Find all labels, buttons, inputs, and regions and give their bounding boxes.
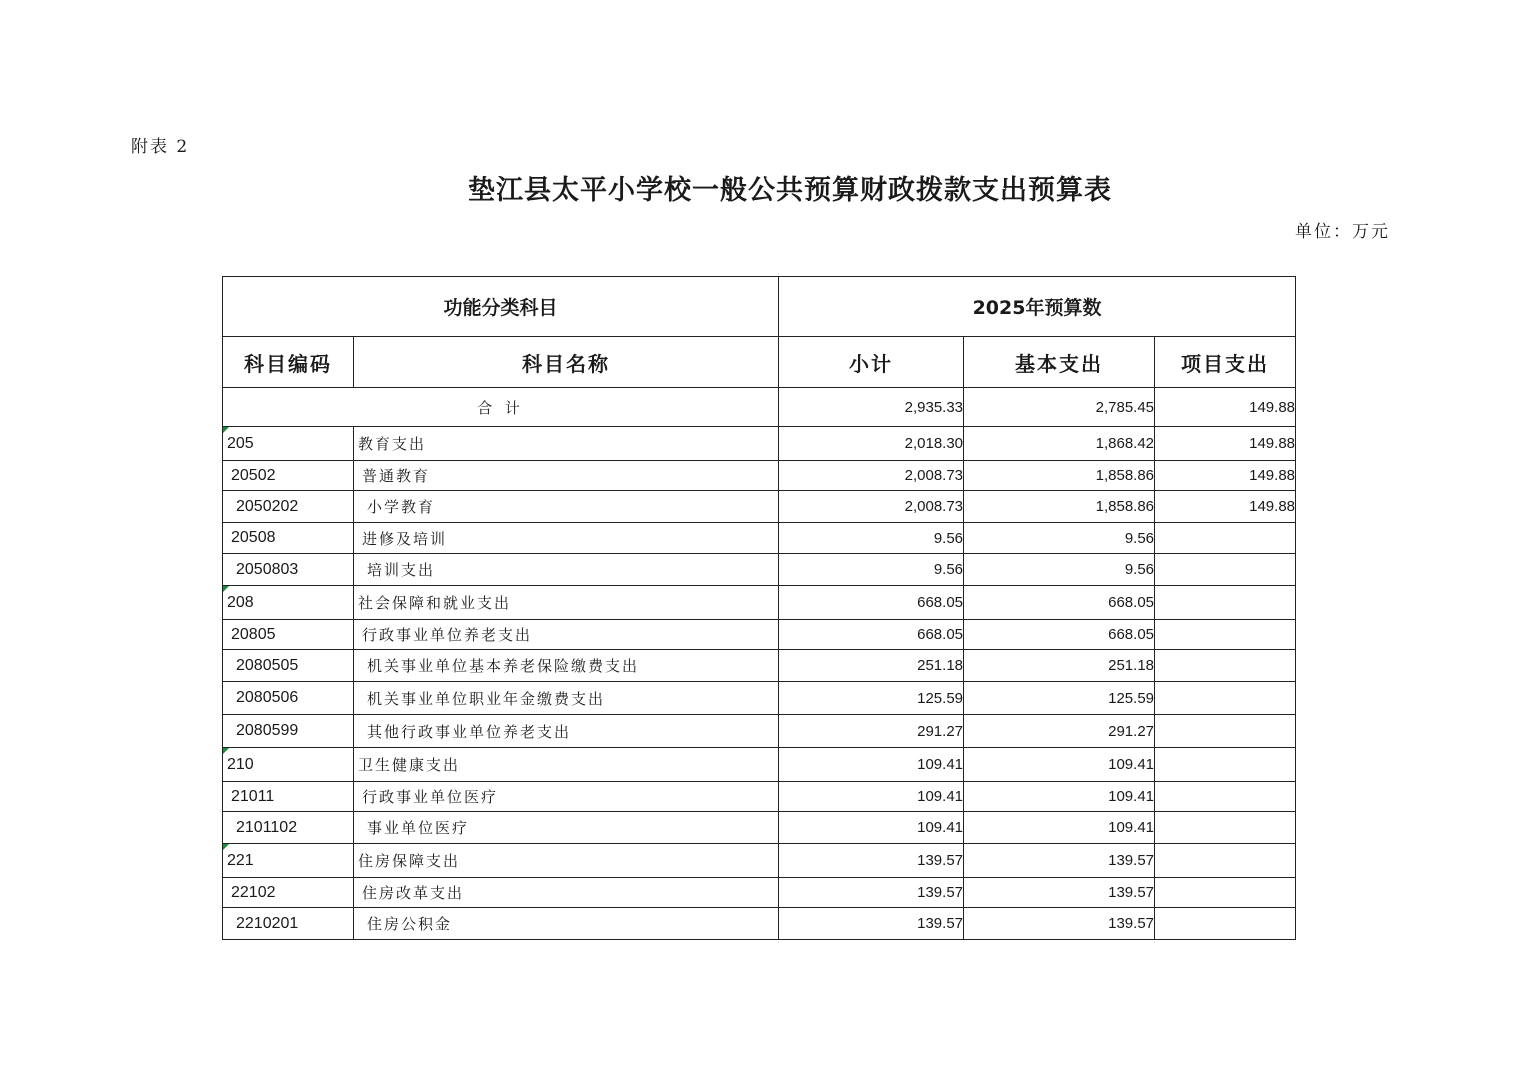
row-code: 22102 — [223, 878, 354, 908]
row-subtotal: 668.05 — [779, 586, 964, 620]
col-header-name: 科目名称 — [354, 337, 779, 388]
table-row — [223, 812, 1296, 844]
row-basic: 109.41 — [964, 782, 1155, 812]
row-basic: 1,858.86 — [964, 491, 1155, 523]
page-title: 垫江县太平小学校一般公共预算财政拨款支出预算表 — [468, 175, 1112, 206]
header-group-row — [223, 277, 1296, 337]
cell-marker-icon — [223, 427, 229, 433]
row-subtotal: 291.27 — [779, 715, 964, 748]
table-row — [223, 878, 1296, 908]
row-code: 2080505 — [223, 650, 354, 682]
table-row — [223, 782, 1296, 812]
row-code: 2101102 — [223, 812, 354, 844]
total-label: 合 计 — [223, 388, 779, 427]
row-project — [1155, 844, 1296, 878]
row-code: 2080599 — [223, 715, 354, 748]
col-header-basic: 基本支出 — [964, 337, 1155, 388]
cell-marker-icon — [223, 586, 229, 592]
table-row — [223, 650, 1296, 682]
row-project — [1155, 878, 1296, 908]
row-basic: 1,858.86 — [964, 461, 1155, 491]
row-project — [1155, 715, 1296, 748]
row-name: 教育支出 — [354, 427, 779, 461]
attachment-label: 附表 2 — [131, 137, 190, 157]
row-name: 小学教育 — [354, 491, 779, 523]
budget-table — [222, 276, 1296, 940]
header-columns-row — [223, 337, 1296, 388]
row-code: 20502 — [223, 461, 354, 491]
row-project: 149.88 — [1155, 461, 1296, 491]
table-row — [223, 620, 1296, 650]
row-project — [1155, 748, 1296, 782]
row-basic: 1,868.42 — [964, 427, 1155, 461]
total-subtotal: 2,935.33 — [779, 388, 964, 427]
row-basic: 251.18 — [964, 650, 1155, 682]
row-name: 培训支出 — [354, 554, 779, 586]
row-basic: 139.57 — [964, 908, 1155, 940]
cell-marker-icon — [223, 748, 229, 754]
row-project — [1155, 782, 1296, 812]
row-basic: 668.05 — [964, 586, 1155, 620]
row-project: 149.88 — [1155, 491, 1296, 523]
row-subtotal: 109.41 — [779, 782, 964, 812]
row-name: 事业单位医疗 — [354, 812, 779, 844]
table-row — [223, 461, 1296, 491]
row-name: 普通教育 — [354, 461, 779, 491]
total-basic: 2,785.45 — [964, 388, 1155, 427]
table-row — [223, 908, 1296, 940]
row-code: 205 — [223, 427, 354, 461]
row-subtotal: 668.05 — [779, 620, 964, 650]
cell-marker-icon — [223, 844, 229, 850]
row-project — [1155, 812, 1296, 844]
total-row — [223, 388, 1296, 427]
row-subtotal: 9.56 — [779, 523, 964, 554]
row-project — [1155, 620, 1296, 650]
table-row — [223, 715, 1296, 748]
row-subtotal: 139.57 — [779, 878, 964, 908]
table-row — [223, 748, 1296, 782]
row-code: 20805 — [223, 620, 354, 650]
row-name: 机关事业单位基本养老保险缴费支出 — [354, 650, 779, 682]
unit-label: 单位：万元 — [1295, 222, 1390, 242]
row-name: 卫生健康支出 — [354, 748, 779, 782]
col-header-code: 科目编码 — [223, 337, 354, 388]
row-subtotal: 109.41 — [779, 812, 964, 844]
row-name: 行政事业单位养老支出 — [354, 620, 779, 650]
row-basic: 9.56 — [964, 523, 1155, 554]
row-basic: 668.05 — [964, 620, 1155, 650]
row-name: 其他行政事业单位养老支出 — [354, 715, 779, 748]
row-subtotal: 251.18 — [779, 650, 964, 682]
row-project — [1155, 586, 1296, 620]
header-group-function: 功能分类科目 — [223, 277, 779, 337]
row-name: 住房改革支出 — [354, 878, 779, 908]
table-row — [223, 844, 1296, 878]
row-name: 社会保障和就业支出 — [354, 586, 779, 620]
row-subtotal: 2,008.73 — [779, 491, 964, 523]
row-basic: 139.57 — [964, 878, 1155, 908]
row-project — [1155, 523, 1296, 554]
row-project: 149.88 — [1155, 427, 1296, 461]
row-subtotal: 139.57 — [779, 844, 964, 878]
row-basic: 109.41 — [964, 748, 1155, 782]
table-row — [223, 427, 1296, 461]
row-code: 20508 — [223, 523, 354, 554]
row-subtotal: 125.59 — [779, 682, 964, 715]
col-header-project: 项目支出 — [1155, 337, 1296, 388]
col-header-subtotal: 小计 — [779, 337, 964, 388]
row-subtotal: 109.41 — [779, 748, 964, 782]
row-code: 2080506 — [223, 682, 354, 715]
row-project — [1155, 682, 1296, 715]
row-basic: 291.27 — [964, 715, 1155, 748]
row-code: 221 — [223, 844, 354, 878]
table-row — [223, 523, 1296, 554]
table-row — [223, 586, 1296, 620]
row-name: 进修及培训 — [354, 523, 779, 554]
row-code: 2210201 — [223, 908, 354, 940]
total-project: 149.88 — [1155, 388, 1296, 427]
row-code: 21011 — [223, 782, 354, 812]
row-code: 210 — [223, 748, 354, 782]
row-code: 2050202 — [223, 491, 354, 523]
header-group-budget: 2025年预算数 — [779, 277, 1296, 337]
row-subtotal: 2,008.73 — [779, 461, 964, 491]
row-project — [1155, 650, 1296, 682]
row-subtotal: 9.56 — [779, 554, 964, 586]
row-code: 208 — [223, 586, 354, 620]
row-name: 住房公积金 — [354, 908, 779, 940]
row-basic: 9.56 — [964, 554, 1155, 586]
row-basic: 109.41 — [964, 812, 1155, 844]
table-row — [223, 554, 1296, 586]
row-project — [1155, 554, 1296, 586]
table-row — [223, 682, 1296, 715]
row-name: 机关事业单位职业年金缴费支出 — [354, 682, 779, 715]
row-code: 2050803 — [223, 554, 354, 586]
row-basic: 139.57 — [964, 844, 1155, 878]
row-name: 行政事业单位医疗 — [354, 782, 779, 812]
row-basic: 125.59 — [964, 682, 1155, 715]
row-name: 住房保障支出 — [354, 844, 779, 878]
row-subtotal: 139.57 — [779, 908, 964, 940]
table-row — [223, 491, 1296, 523]
row-subtotal: 2,018.30 — [779, 427, 964, 461]
row-project — [1155, 908, 1296, 940]
